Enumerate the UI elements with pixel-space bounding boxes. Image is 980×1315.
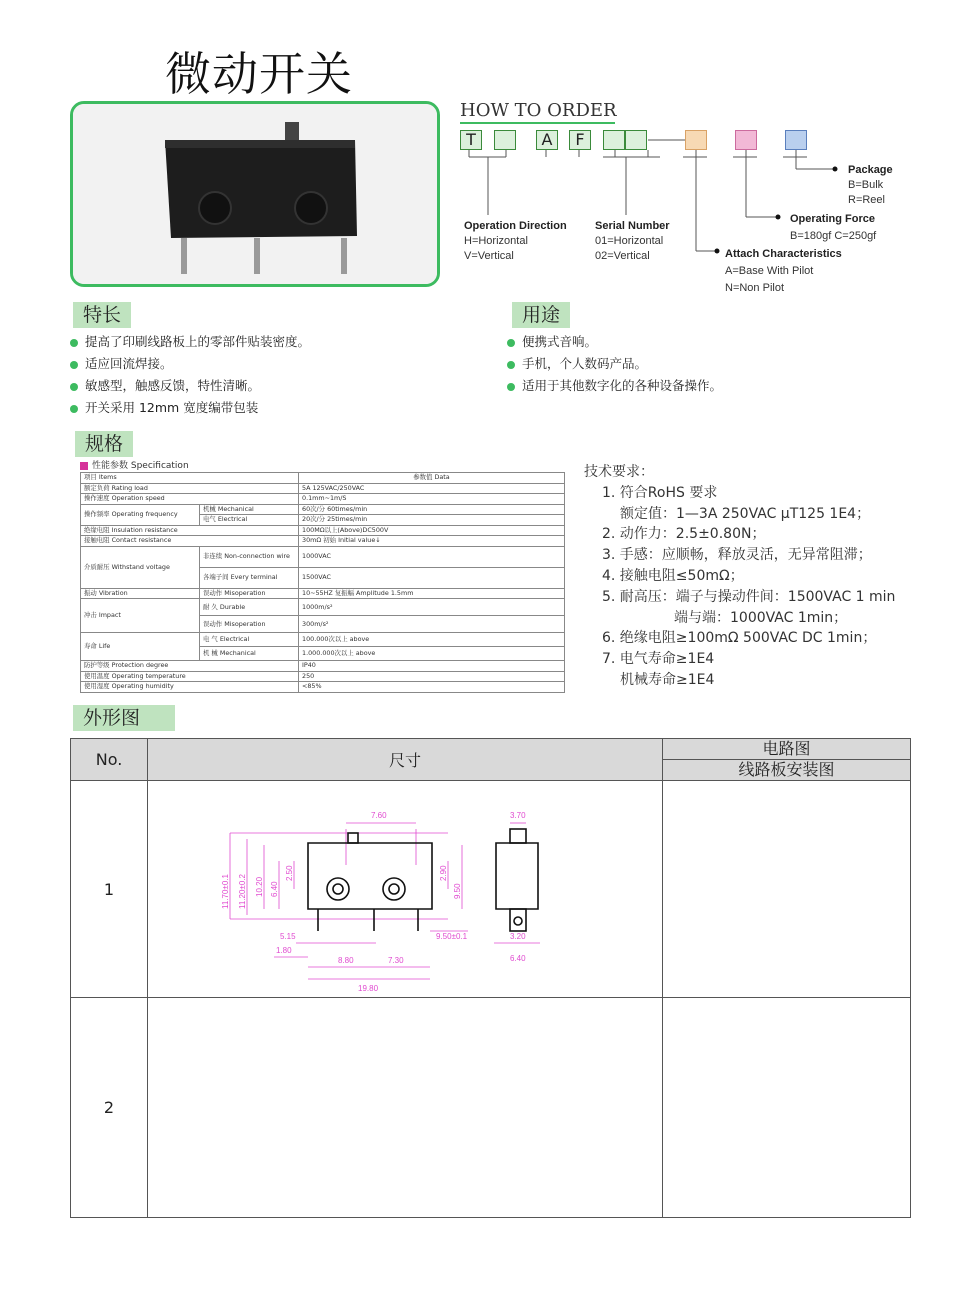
uses-list	[507, 331, 722, 397]
how-to-order-underline	[460, 122, 615, 124]
serial-number-02: 02=Vertical	[595, 250, 650, 262]
dim-950: 9.50	[453, 883, 462, 899]
list-item: 适用于其他数字化的各种设备操作。	[507, 375, 722, 397]
spec-heading: 性能参数 Specification	[80, 458, 189, 471]
page-title: 微动开关	[165, 47, 353, 101]
circuit-cell	[663, 781, 911, 998]
uses-tag: 用途	[512, 302, 570, 328]
dim-730: 7.30	[388, 956, 404, 965]
features-tag: 特长	[73, 302, 131, 328]
table-row	[71, 998, 911, 1218]
list-item: 适应回流焊接。	[70, 353, 310, 375]
dim-1170: 11.70±0.1	[221, 874, 230, 909]
serial-number-01: 01=Horizontal	[595, 235, 664, 247]
package-label: Package	[848, 164, 893, 176]
list-item: 开关采用 12mm 宽度编带包装	[70, 397, 310, 419]
table-row: 机 械 Mechanical 1.000.000次以上 above	[81, 647, 565, 661]
attach-legend	[725, 246, 842, 297]
force-label: Operating Force	[790, 213, 875, 225]
table-row: 各端子间 Every terminal 1500VAC	[81, 567, 565, 588]
table-row: 使用温度 Operating temperature 250	[81, 671, 565, 682]
dim-1020: 10.20	[255, 876, 264, 897]
attach-a: A=Base With Pilot	[725, 265, 814, 277]
specs-tag: 规格	[75, 431, 133, 457]
operation-direction-label: Operation Direction	[464, 220, 567, 232]
technical-requirements: 技术要求： 1. 符合RoHS 要求 额定值：1—3A 250VAC μT125 1E4； 2. 动作力：2.5±0.80N； 3. 手感：应顺畅，释放灵活，无异常阻滞； 4. 接触电阻≤50mΩ； 5. 耐高压：端子与操动件间：1500VAC 1 min 端与端：1000VAC 1min； 6. 绝缘电阻≥100mΩ 500VAC DC 1min； 7. 电气寿命≥1E4 机械寿命≥1E4	[584, 464, 896, 688]
dimension-drawing	[148, 781, 663, 998]
outline-tag: 外形图	[73, 705, 175, 731]
table-row: 操作速度 Operation speed 0.1mm~1m/S	[81, 494, 565, 505]
col-size: 尺寸	[148, 739, 663, 781]
package-reel: R=Reel	[848, 194, 885, 206]
row-number: 1	[71, 781, 148, 998]
order-box-3: A	[536, 130, 558, 150]
attach-n: N=Non Pilot	[725, 282, 785, 294]
serial-number-legend	[595, 219, 670, 264]
force-values: B=180gf C=250gf	[790, 230, 877, 242]
dim-250: 2.50	[285, 865, 294, 881]
operation-direction-h: H=Horizontal	[464, 235, 528, 247]
dim-320: 3.20	[510, 932, 526, 941]
table-row: 操作频率 Operating frequency 机械 Mechanical 60次/分 60times/min	[81, 504, 565, 515]
order-box-4: F	[569, 130, 591, 150]
table-row: 项目 Items 参数值 Data	[81, 473, 565, 484]
package-bulk: B=Bulk	[848, 179, 884, 191]
dim-1980: 19.80	[358, 984, 379, 993]
table-row: 防护等级 Protection degree IP40	[81, 661, 565, 672]
dim-640b: 6.40	[510, 954, 526, 963]
dim-880: 8.80	[338, 956, 354, 965]
table-row: 寿命 Life 电 气 Electrical 100.000次以上 above	[81, 633, 565, 647]
dim-950b: 9.50±0.1	[436, 932, 468, 941]
outline-table	[70, 738, 911, 1218]
operation-direction-v: V=Vertical	[464, 250, 514, 262]
dim-640a: 6.40	[270, 881, 279, 897]
how-to-order-title: HOW TO ORDER	[460, 100, 617, 121]
col-circuit: 电路图 线路板安装图	[663, 739, 911, 781]
table-row	[71, 739, 911, 781]
table-row: 电气 Electrical 20次/分 25times/min	[81, 515, 565, 526]
serial-number-label: Serial Number	[595, 220, 670, 232]
spec-table	[80, 472, 565, 693]
package-legend	[848, 163, 893, 208]
dim-290: 2.90	[439, 865, 448, 881]
circuit-cell	[663, 998, 911, 1218]
list-item: 敏感型，触感反馈，特性清晰。	[70, 375, 310, 397]
dim-180: 1.80	[276, 946, 292, 955]
dim-515: 5.15	[280, 932, 296, 941]
table-row: 接触电阻 Contact resistance 30mΩ 初始 Initial value↓	[81, 536, 565, 547]
switch-dimension-drawing	[148, 781, 663, 997]
dimension-cell	[148, 998, 663, 1218]
attach-label: Attach Characteristics	[725, 248, 842, 260]
row-number: 2	[71, 998, 148, 1218]
list-item: 提高了印刷线路板上的零部件贴装密度。	[70, 331, 310, 353]
operation-direction-legend	[464, 219, 567, 264]
col-no: No.	[71, 739, 148, 781]
list-item: 便携式音响。	[507, 331, 722, 353]
table-row: 振动 Vibration 误动作 Misoperation 10~55HZ 复振幅 Amplitude 1.5mm	[81, 588, 565, 599]
table-row: 使用湿度 Operating humidity <85%	[81, 682, 565, 693]
table-row: 介质耐压 Withstand voltage 非连续 Non-connection wire 1000VAC	[81, 546, 565, 567]
dim-1120: 11.20±0.2	[238, 874, 247, 909]
table-row	[71, 781, 911, 998]
table-row: 误动作 Misoperation 300m/s²	[81, 616, 565, 633]
table-row: 冲击 Impact 耐 久 Durable 1000m/s²	[81, 599, 565, 616]
dim-760: 7.60	[371, 811, 387, 820]
list-item: 手机，个人数码产品。	[507, 353, 722, 375]
micro-switch-image	[73, 104, 437, 284]
features-list	[70, 331, 310, 419]
product-photo	[70, 101, 440, 287]
dim-370: 3.70	[510, 811, 526, 820]
force-legend	[790, 211, 876, 245]
table-row: 额定负荷 Rating load 5A 125VAC/250VAC	[81, 483, 565, 494]
order-box-1: T	[460, 130, 482, 150]
table-row: 绝缘电阻 Insulation resistance 100MΩ以上(Above)DC500V	[81, 525, 565, 536]
